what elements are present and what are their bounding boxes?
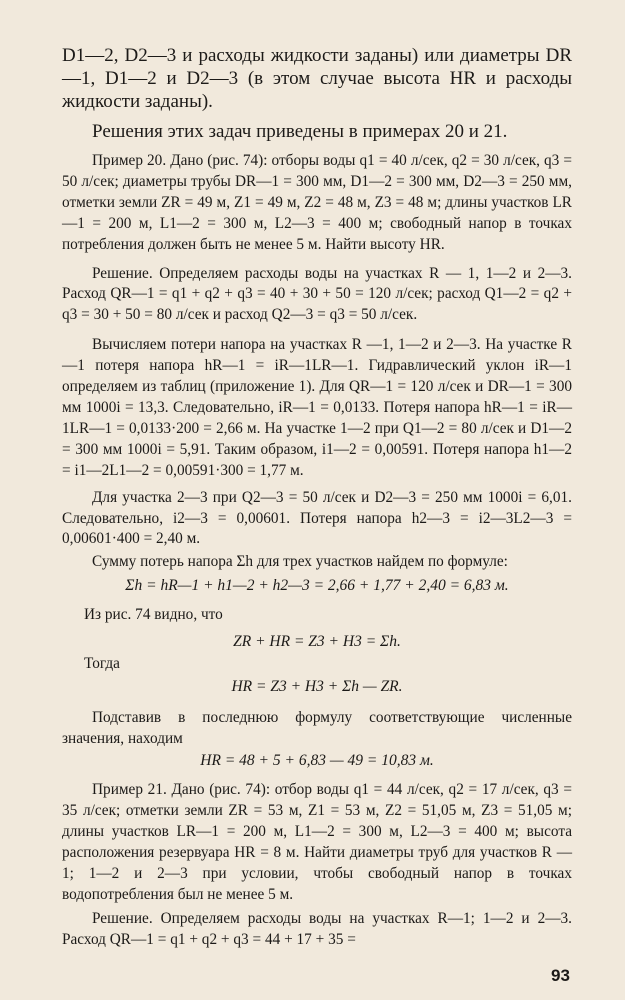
- example-21-given: Пример 21. Дано (рис. 74): отбор воды q1 = 44 л/сек, q2 = 17 л/сек, q3 = 35 л/сек; отметки земли ZR = 53 м, Z1 = 53 м, Z2 = 51,05 м, Z3 = 51,05 м; длины участков LR—1 = 200 м, L1—2 = 300 м, L2—3 = 400 м; высота расположения резервуара HR = 8 м. Найти диаметры труб для участков R — 1; 1—2 и 2—3 при условии, чтобы свободный напор в точках водопотребления был не менее 5 м.: [62, 781, 572, 903]
- example-20-head-losses: Вычисляем потери напора на участках R —1, 1—2 и 2—3. На участке R—1 потеря напора hR—1 = iR—1LR—1. Гидравлический уклон iR—1 определяем из таблиц (приложение 1). Для QR—1 = 120 л/сек и DR—1 = 300 мм 1000i = 13,3. Следовательно, iR—1 = 0,0133. Потеря напора hR—1 = iR—1LR—1 = 0,0133·200 = 2,66 м. На участке 1—2 при Q1—2 = 80 л/сек и D1—2 = 300 мм 1000i = 5,91. Таким образом, i1—2 = 0,00591. Потеря напора h1—2 = i1—2L1—2 = 0,00591·300 = 1,77 м.: [62, 336, 572, 479]
- intro-continuation: D1—2, D2—3 и расходы жидкости заданы) или диаметры DR—1, D1—2 и D2—3 (в этом случае высота HR и расходы жидкости заданы).: [62, 45, 572, 112]
- formula-height: HR = Z3 + H3 + Σh — ZR.: [231, 678, 403, 696]
- formula-result: HR = 48 + 5 + 6,83 — 49 = 10,83 м.: [200, 752, 434, 770]
- formula-sum-losses: Σh = hR—1 + h1—2 + h2—3 = 2,66 + 1,77 + 2,40 = 6,83 м.: [125, 577, 509, 595]
- from-figure-text: Из рис. 74 видно, что: [84, 606, 223, 624]
- example-20-sum-intro: Сумму потерь напора Σh для трех участков найдем по формуле:: [92, 553, 508, 571]
- formula-balance: ZR + HR = Z3 + H3 = Σh.: [233, 633, 401, 651]
- example-20-solution: Решение. Определяем расходы воды на участках R — 1, 1—2 и 2—3. Расход QR—1 = q1 + q2 + q3 = 40 + 30 + 50 = 120 л/сек; расход Q1—2 = q2 + q3 = 30 + 50 = 80 л/сек и расход Q2—3 = q3 = 50 л/сек.: [62, 264, 572, 324]
- intro-examples-note: Решения этих задач приведены в примерах 20 и 21.: [92, 121, 508, 142]
- page-number: 93: [551, 966, 570, 985]
- substitution-text: Подставив в последнюю формулу соответствующие численные значения, находим: [62, 709, 572, 748]
- example-20-segment-2-3: Для участка 2—3 при Q2—3 = 50 л/сек и D2—3 = 250 мм 1000i = 6,01. Следовательно, i2—3 = 0,00601. Потеря напора h2—3 = i2—3L2—3 = 0,00601·400 = 2,40 м.: [62, 488, 572, 548]
- example-20-given: Пример 20. Дано (рис. 74): отборы воды q1 = 40 л/сек, q2 = 30 л/сек, q3 = 50 л/сек; диаметры трубы DR—1 = 300 мм, D1—2 = 300 мм, D2—3 = 250 мм, отметки земли ZR = 49 м, Z1 = 49 м, Z2 = 48 м, Z3 = 48 м; длины участков LR—1 = 200 м, L1—2 = 300 м, L2—3 = 400 м; свободный напор в точках потребления должен быть не менее 5 м. Найти высоту HR.: [62, 152, 572, 253]
- example-21-solution: Решение. Определяем расходы воды на участках R—1; 1—2 и 2—3. Расход QR—1 = q1 + q2 + q3 = 44 + 17 + 35 =: [62, 910, 572, 949]
- then-text: Тогда: [84, 655, 120, 673]
- page-text: [62, 44, 572, 951]
